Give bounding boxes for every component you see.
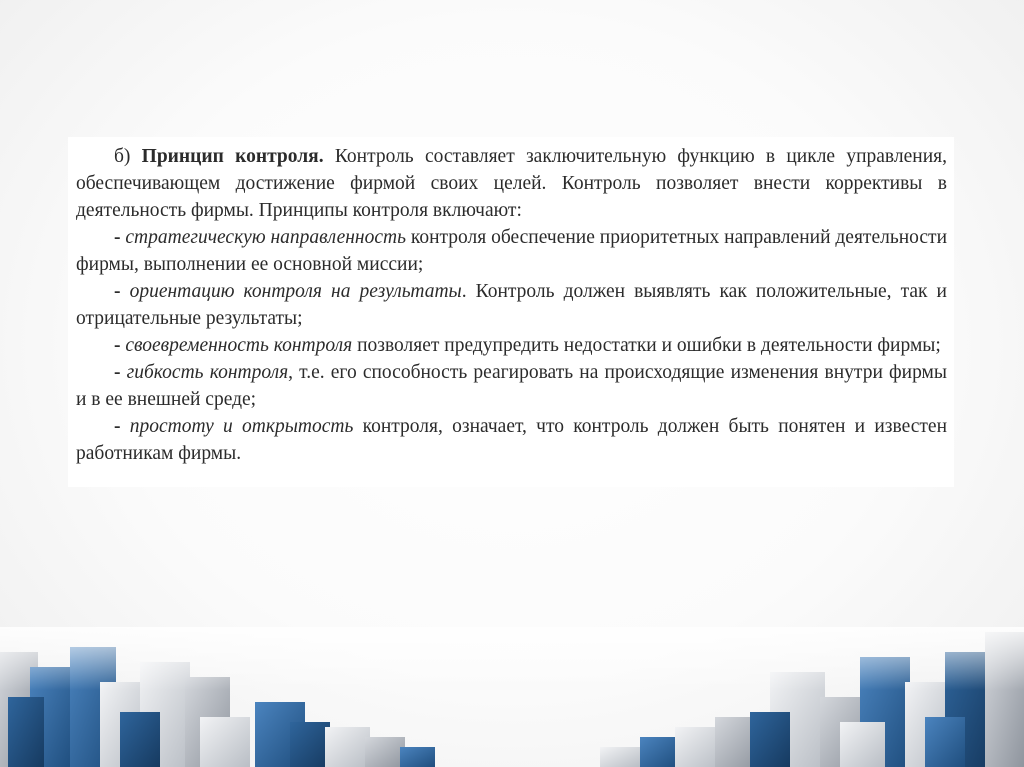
list-text: , т.е. его способность реагировать на происходящие изменения внутри фирмы и в ее внешней среде;: [76, 362, 947, 410]
list-item-simplicity: [76, 413, 947, 467]
list-text: контроля, означает, что контроль должен быть понятен и известен работникам фирмы.: [76, 416, 947, 464]
list-text: . Контроль должен выявлять как положительные, так и отрицательные результаты;: [76, 281, 947, 329]
list-item-timeliness: [76, 332, 947, 359]
list-dash: -: [114, 227, 126, 248]
list-dash: -: [114, 362, 127, 383]
principle-heading: Принцип контроля.: [141, 146, 324, 167]
list-dash: -: [114, 416, 130, 437]
span-0-0: б): [114, 146, 142, 167]
list-term: ориентацию контроля на результаты: [129, 281, 462, 302]
list-item-results: [76, 278, 947, 332]
list-term: гибкость контроля: [126, 362, 289, 383]
cityscape-decoration: [0, 627, 1024, 767]
list-term: стратегическую направленность: [125, 227, 406, 248]
list-item-flexibility: [76, 359, 947, 413]
text-panel: [68, 137, 954, 487]
list-item-strategic: [76, 224, 947, 278]
paragraph-principle-title: [76, 143, 947, 224]
list-dash: -: [114, 281, 130, 302]
list-term: простоту и открытость: [129, 416, 354, 437]
fade-overlay: [0, 627, 1024, 767]
list-text: позволяет предупредить недостатки и ошибки в деятельности фирмы;: [352, 335, 941, 356]
list-dash: -: [114, 335, 126, 356]
list-term: своевременность контроля: [125, 335, 353, 356]
span-0-2: Контроль составляет заключительную функцию в цикле управления, обеспечивающем достижение фирмой своих целей. Контроль позволяет внести коррективы в деятельность фирмы. Принципы контроля включают:: [76, 146, 947, 221]
list-text: контроля обеспечение приоритетных направлений деятельности фирмы, выполнении ее основной миссии;: [76, 227, 948, 275]
